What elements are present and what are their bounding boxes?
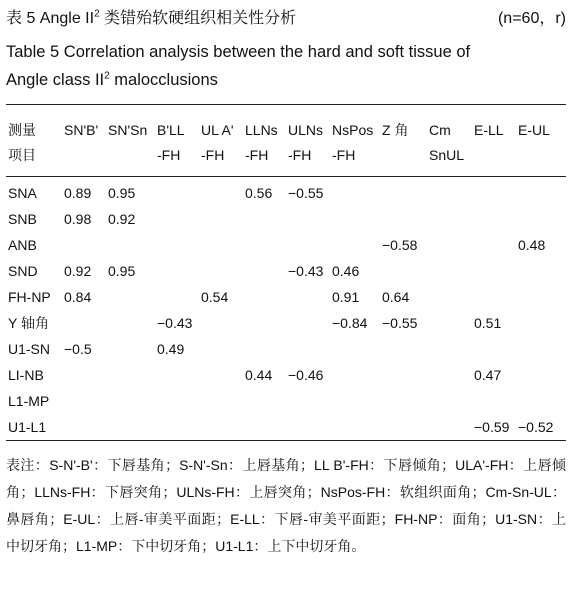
header-cell: -FH xyxy=(201,147,225,163)
row-label: Y 轴角 xyxy=(8,315,49,331)
table-cell: −0.5 xyxy=(64,341,92,357)
row-label: FH-NP xyxy=(8,289,51,305)
row-label: LI-NB xyxy=(8,367,44,383)
row-label: ANB xyxy=(8,237,37,253)
header-cell: SN'B' xyxy=(64,122,99,138)
title-cn-prefix: 表 5 Angle II xyxy=(6,10,95,27)
row-label: SNA xyxy=(8,185,37,201)
row-label: SNB xyxy=(8,211,37,227)
header-cell: SnUL xyxy=(429,147,465,163)
table-cell: 0.47 xyxy=(474,367,502,383)
header-cell: E-UL xyxy=(518,122,550,138)
table-cell: −0.46 xyxy=(288,367,324,383)
table-title-cn xyxy=(6,8,566,30)
header-cell: 项目 xyxy=(8,147,36,163)
table-cell: −0.59 xyxy=(474,419,510,435)
header-cell: LLNs xyxy=(245,122,278,138)
row-label: U1-SN xyxy=(8,341,51,357)
header-cell: B'LL xyxy=(157,122,185,138)
title-en-sup: 2 xyxy=(104,70,110,82)
row-label: SND xyxy=(8,263,38,279)
header-cell: Cm xyxy=(429,122,451,138)
table-cell: 0.95 xyxy=(108,185,136,201)
row-label: L1-MP xyxy=(8,393,50,409)
title-stats: (n=60，r) xyxy=(497,10,566,27)
table-cell: 0.54 xyxy=(201,289,229,305)
table-cell: 0.92 xyxy=(64,263,92,279)
table-top-rule xyxy=(6,104,566,105)
table-cell: 0.89 xyxy=(64,185,92,201)
title-cn-sup: 2 xyxy=(94,8,100,20)
table-cell: −0.58 xyxy=(382,237,418,253)
table-cell: −0.43 xyxy=(288,263,324,279)
header-cell: UL A' xyxy=(201,122,234,138)
table-cell: 0.56 xyxy=(245,185,273,201)
title-en-line2-prefix: Angle class II xyxy=(6,71,105,89)
title-en-line2-suffix: malocclusions xyxy=(109,71,218,89)
table-cell: −0.55 xyxy=(288,185,324,201)
header-cell: -FH xyxy=(245,147,269,163)
table-cell: 0.46 xyxy=(332,263,360,279)
header-cell: SN'Sn xyxy=(108,122,148,138)
header-cell: Z 角 xyxy=(382,122,409,138)
table-cell: 0.84 xyxy=(64,289,92,305)
header-cell: -FH xyxy=(288,147,312,163)
title-cn-suffix: 类错殆软硬组织相关性分析 xyxy=(99,10,297,27)
header-cell: ULNs xyxy=(288,122,324,138)
table-cell: −0.52 xyxy=(518,419,554,435)
table-cell: 0.51 xyxy=(474,315,502,331)
table-cell: −0.55 xyxy=(382,315,418,331)
table-bottom-rule xyxy=(6,440,566,441)
table-cell: 0.49 xyxy=(157,341,185,357)
header-cell: 测量 xyxy=(8,122,36,138)
header-cell: -FH xyxy=(332,147,356,163)
row-label: U1-L1 xyxy=(8,419,47,435)
table-cell: 0.95 xyxy=(108,263,136,279)
header-cell: E-LL xyxy=(474,122,504,138)
header-cell: -FH xyxy=(157,147,181,163)
table-cell: 0.91 xyxy=(332,289,360,305)
table-header-rule xyxy=(6,176,566,177)
table-note: 表注：S-N'-B'：下唇基角；S-N'-Sn：上唇基角；LL B'-FH：下唇倾角；ULA'-FH：上唇倾角；LLNs-FH：下唇突角；ULNs-FH：上唇突角；NsPos-FH：软组织面角；Cm-Sn-UL：鼻唇角；E-UL：上唇-审美平面距；E-LL：下唇-审美平面距；FH-NP：面角；U1-SN：上中切牙角；L1-MP：下中切牙角；U1-L1：上下中切牙角。 xyxy=(6,457,566,554)
table-cell: 0.98 xyxy=(64,211,92,227)
title-en-line2 xyxy=(6,66,566,94)
table-cell: 0.48 xyxy=(518,237,546,253)
header-cell: NsPos xyxy=(332,122,374,138)
title-en-line1: Table 5 Correlation analysis between the hard and soft tissue of xyxy=(6,43,471,61)
table-cell: 0.92 xyxy=(108,211,136,227)
table-cell: −0.84 xyxy=(332,315,368,331)
table-cell: 0.64 xyxy=(382,289,410,305)
table-cell: −0.43 xyxy=(157,315,193,331)
table-title-en xyxy=(6,38,566,94)
table-cell: 0.44 xyxy=(245,367,273,383)
